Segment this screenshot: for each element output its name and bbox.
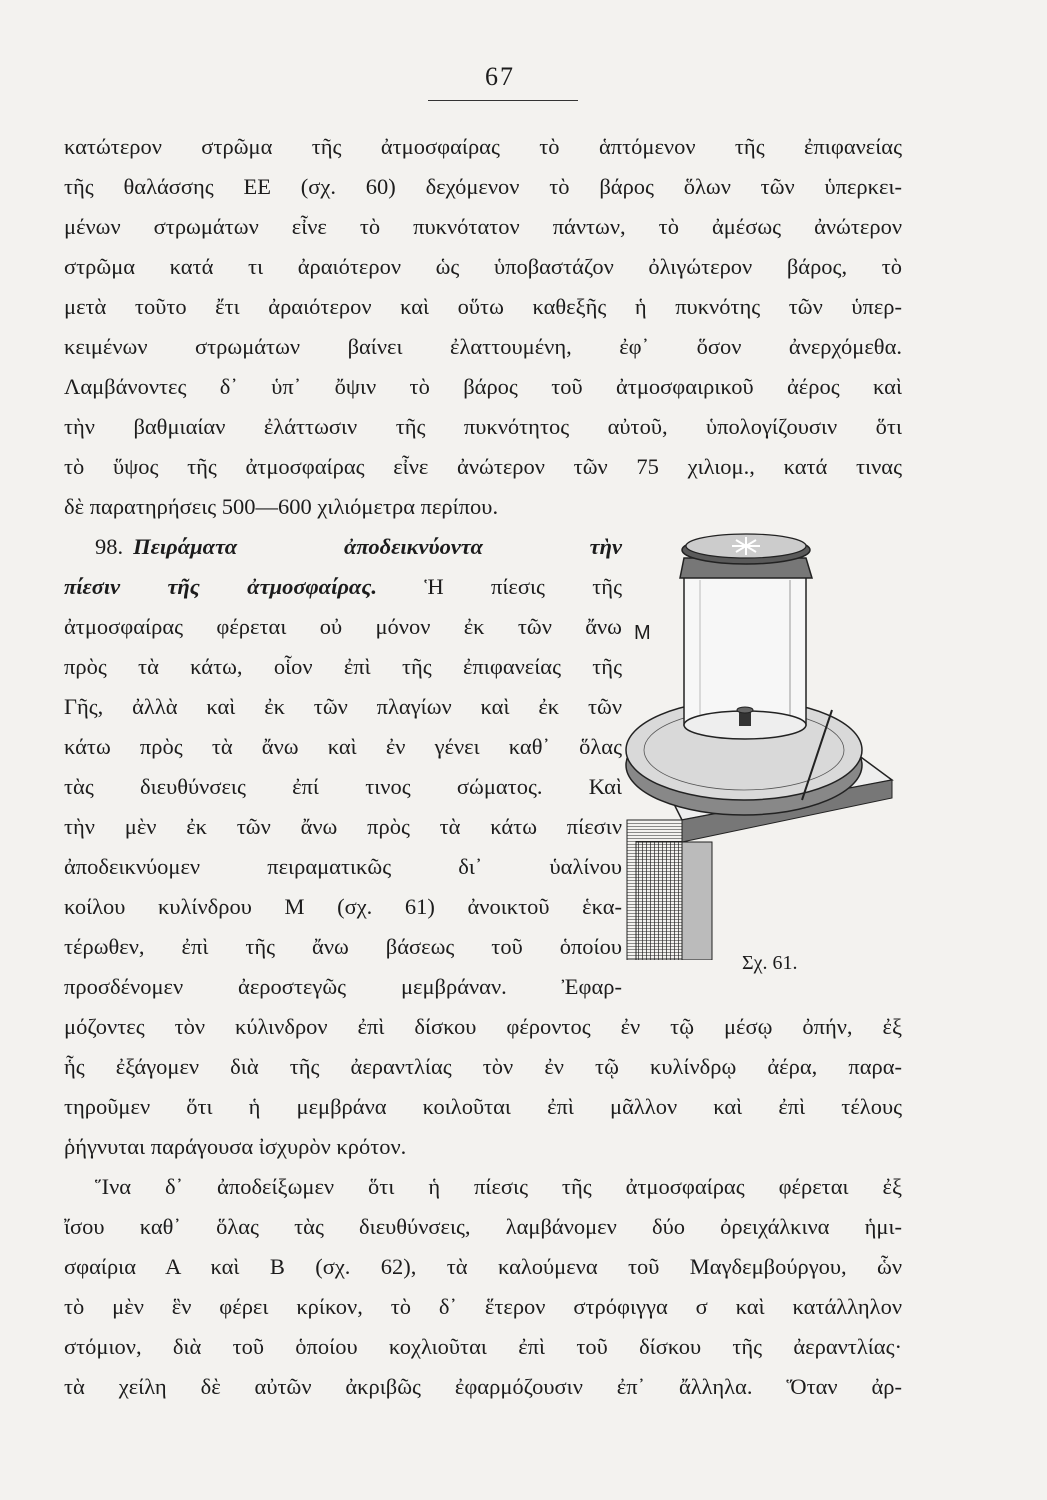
section-heading-line — [64, 572, 622, 602]
text-line: κειμένων στρωμάτων βαίνει ἐλαττουμένη, ἐφ᾽ ὅσον ἀνερχόμεθα. — [64, 334, 902, 359]
text-line: ἴσου καθ᾽ ὅλας τὰς διευθύνσεις, λαμβάνομεν δύο ὀρειχάλκινα ἡμι- — [64, 1214, 902, 1239]
text-line: τὴν μὲν ἐκ τῶν ἄνω πρὸς τὰ κάτω πίεσιν — [64, 814, 622, 839]
text-line: τέρωθεν, ἐπὶ τῆς ἄνω βάσεως τοῦ ὁποίου — [64, 934, 622, 959]
section-heading-line — [95, 532, 622, 562]
text-line: Γῆς, ἀλλὰ καὶ ἐκ τῶν πλαγίων καὶ ἐκ τῶν — [64, 694, 622, 719]
section-text: Ἡ πίεσις τῆς — [377, 574, 622, 599]
header-rule — [428, 100, 578, 101]
figure-61 — [622, 520, 914, 960]
text-line: πρὸς τὰ κάτω, οἷον ἐπὶ τῆς ἐπιφανείας τῆς — [64, 654, 622, 679]
text-line: τὸ ὕψος τῆς ἀτμοσφαίρας εἶνε ἀνώτερον τῶν 75 χιλιομ., κατά τινας — [64, 454, 902, 479]
text-line: δὲ παρατηρήσεις 500—600 χιλιόμετρα περίπου. — [64, 494, 499, 519]
text-line: τὴν βαθμιαίαν ἐλάττωσιν τῆς πυκνότητος αὐτοῦ, ὑπολογίζουσιν ὅτι — [64, 414, 902, 439]
text-line: τὰ χείλη δὲ αὐτῶν ἀκριβῶς ἐφαρμόζουσιν ἐπ᾽ ἄλληλα. Ὅταν ἀρ- — [64, 1374, 902, 1399]
section-number: 98. — [95, 534, 124, 559]
text-line: κατώτερον στρῶμα τῆς ἀτμοσφαίρας τὸ ἁπτόμενον τῆς ἐπιφανείας — [64, 134, 902, 159]
text-line: Ἵνα δ᾽ ἀποδείξωμεν ὅτι ἡ πίεσις τῆς ἀτμοσφαίρας φέρεται ἐξ — [95, 1174, 902, 1199]
figure-label-m: M — [634, 622, 651, 644]
page-number: 67 — [485, 62, 515, 91]
text-line: προσδένομεν ἀεροστεγῶς μεμβράναν. Ἐφαρ- — [64, 974, 622, 999]
text-line: μένων στρωμάτων εἶνε τὸ πυκνότατον πάντων, τὸ ἀμέσως ἀνώτερον — [64, 214, 902, 239]
text-line: στόμιον, διὰ τοῦ ὁποίου κοχλιοῦται ἐπὶ τοῦ δίσκου τῆς ἀεραντλίας· — [64, 1334, 902, 1359]
text-line: τὸ μὲν ἓν φέρει κρίκον, τὸ δ᾽ ἕτερον στρόφιγγα σ καὶ κατάλληλον — [64, 1294, 902, 1319]
section-heading-continued: πίεσιν τῆς ἀτμοσφαίρας. — [64, 574, 378, 599]
section-heading: Πειράματα ἀποδεικνύοντα τὴν — [133, 534, 622, 559]
text-line: Λαμβάνοντες δ᾽ ὑπ᾽ ὄψιν τὸ βάρος τοῦ ἀτμοσφαιρικοῦ ἀέρος καὶ — [64, 374, 902, 399]
text-line: ἀτμοσφαίρας φέρεται οὐ μόνον ἐκ τῶν ἄνω — [64, 614, 622, 639]
text-line: κάτω πρὸς τὰ ἄνω καὶ ἐν γένει καθ᾽ ὅλας — [64, 734, 622, 759]
text-line: μετὰ τοῦτο ἔτι ἀραιότερον καὶ οὕτω καθεξῆς ἡ πυκνότης τῶν ὑπερ- — [64, 294, 902, 319]
text-line: ῥήγνυται παράγουσα ἰσχυρὸν κρότον. — [64, 1134, 407, 1159]
cylinder-on-disk-illustration — [622, 520, 914, 960]
text-line: τὰς διευθύνσεις ἐπί τινος σώματος. Καὶ — [64, 774, 622, 799]
text-line: ἀποδεικνύομεν πειραματικῶς δι᾽ ὑαλίνου — [64, 854, 622, 879]
text-line: ἧς ἐξάγομεν διὰ τῆς ἀεραντλίας τὸν ἐν τῷ κυλίνδρῳ ἀέρα, παρα- — [64, 1054, 902, 1079]
figure-caption: Σχ. 61. — [742, 952, 798, 974]
text-line: στρῶμα κατά τι ἀραιότερον ὡς ὑποβαστάζον ὀλιγώτερον βάρος, τὸ — [64, 254, 902, 279]
text-line: σφαίρια Α καὶ Β (σχ. 62), τὰ καλούμενα τοῦ Μαγδεμβούργου, ὧν — [64, 1254, 902, 1279]
text-line: μόζοντες τὸν κύλινδρον ἐπὶ δίσκου φέροντος ἐν τῷ μέσῳ ὀπήν, ἐξ — [64, 1014, 902, 1039]
text-line: τηροῦμεν ὅτι ἡ μεμβράνα κοιλοῦται ἐπὶ μᾶλλον καὶ ἐπὶ τέλους — [64, 1094, 902, 1119]
text-line: κοίλου κυλίνδρου Μ (σχ. 61) ἀνοικτοῦ ἑκα- — [64, 894, 622, 919]
text-line: τῆς θαλάσσης ΕΕ (σχ. 60) δεχόμενον τὸ βάρος ὅλων τῶν ὑπερκει- — [64, 174, 902, 199]
